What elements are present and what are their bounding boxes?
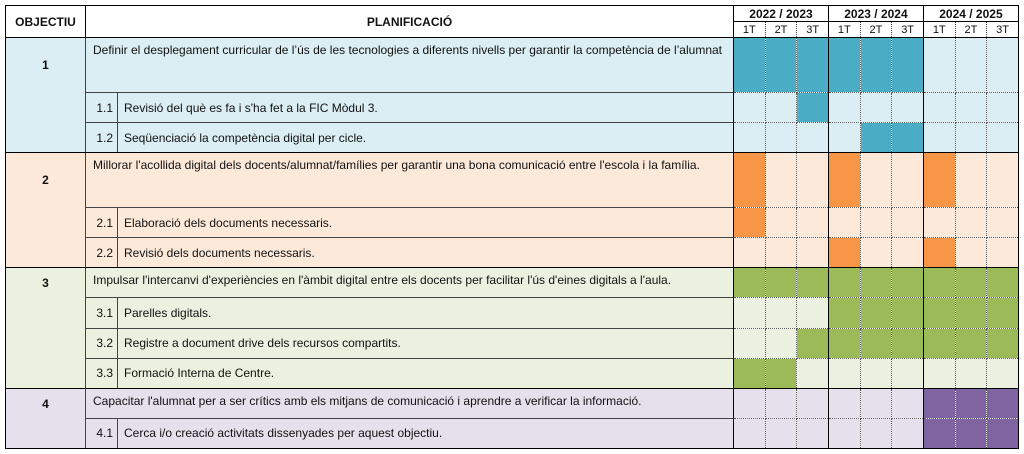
objective-spacer: [6, 123, 86, 153]
schedule-cell-filled: [923, 328, 955, 358]
schedule-cell-filled: [765, 268, 797, 298]
subitem-text: Seqüenciació la competència digital per cicle.: [118, 123, 734, 153]
subitem-text: Cerca i/o creació activitats dissenyades per aquest objectiu.: [118, 418, 734, 448]
schedule-cell-filled: [955, 268, 987, 298]
schedule-cell-filled: [923, 153, 955, 208]
schedule-cell-empty: [860, 238, 892, 268]
subitem-row: [6, 208, 1019, 238]
schedule-cell-empty: [765, 298, 797, 328]
objective-row: [6, 268, 1019, 298]
quarter-header: 1T: [828, 22, 860, 38]
schedule-cell-empty: [734, 298, 766, 328]
objective-number: 3: [6, 268, 86, 298]
objective-number: 2: [6, 153, 86, 208]
schedule-cell-filled: [828, 238, 860, 268]
schedule-cell-empty: [860, 388, 892, 418]
schedule-cell-empty: [734, 123, 766, 153]
schedule-cell-empty: [765, 418, 797, 448]
schedule-cell-filled: [734, 38, 766, 93]
quarter-header: 1T: [923, 22, 955, 38]
schedule-cell-empty: [860, 358, 892, 388]
objective-spacer: [6, 93, 86, 123]
schedule-cell-empty: [765, 153, 797, 208]
objective-text: Capacitar l'alumnat per a ser crítics amb els mitjans de comunicació i aprendre a verificar la informació.: [86, 388, 734, 418]
schedule-cell-empty: [923, 123, 955, 153]
objective-row: [6, 153, 1019, 208]
schedule-cell-filled: [860, 38, 892, 93]
schedule-cell-filled: [892, 38, 924, 93]
schedule-cell-empty: [734, 328, 766, 358]
subitem-number: 4.1: [86, 418, 118, 448]
schedule-cell-empty: [923, 93, 955, 123]
schedule-cell-empty: [892, 208, 924, 238]
schedule-cell-empty: [892, 418, 924, 448]
schedule-cell-filled: [828, 268, 860, 298]
schedule-cell-empty: [860, 208, 892, 238]
subitem-number: 2.1: [86, 208, 118, 238]
schedule-cell-filled: [955, 388, 987, 418]
schedule-cell-empty: [828, 358, 860, 388]
schedule-cell-filled: [765, 38, 797, 93]
subitem-text: Revisió del què es fa i s'ha fet a la FIC Mòdul 3.: [118, 93, 734, 123]
schedule-cell-filled: [987, 328, 1019, 358]
schedule-cell-empty: [734, 238, 766, 268]
schedule-cell-filled: [765, 358, 797, 388]
schedule-cell-empty: [797, 418, 829, 448]
subitem-text: Revisió dels documents necessaris.: [118, 238, 734, 268]
schedule-cell-empty: [734, 93, 766, 123]
schedule-cell-filled: [860, 268, 892, 298]
schedule-cell-empty: [955, 93, 987, 123]
schedule-cell-filled: [828, 328, 860, 358]
schedule-cell-empty: [828, 208, 860, 238]
objective-spacer: [6, 418, 86, 448]
subitem-number: 2.2: [86, 238, 118, 268]
schedule-cell-empty: [892, 358, 924, 388]
schedule-cell-empty: [860, 418, 892, 448]
planning-table: [5, 5, 1019, 449]
schedule-cell-empty: [797, 358, 829, 388]
schedule-cell-filled: [797, 93, 829, 123]
schedule-cell-filled: [828, 153, 860, 208]
schedule-cell-empty: [892, 93, 924, 123]
subitem-row: [6, 238, 1019, 268]
objective-spacer: [6, 328, 86, 358]
schedule-cell-empty: [828, 93, 860, 123]
schedule-cell-filled: [860, 123, 892, 153]
subitem-row: [6, 123, 1019, 153]
objective-spacer: [6, 358, 86, 388]
subitem-row: [6, 298, 1019, 328]
schedule-cell-filled: [892, 123, 924, 153]
subitem-number: 3.1: [86, 298, 118, 328]
quarter-header: 3T: [797, 22, 829, 38]
schedule-cell-empty: [797, 298, 829, 328]
schedule-cell-empty: [892, 153, 924, 208]
schedule-cell-filled: [828, 298, 860, 328]
objective-text: Millorar l'acollida digital dels docents/alumnat/famílies per garantir una bona comunicació entre l'escola i la família.: [86, 153, 734, 208]
objective-spacer: [6, 208, 86, 238]
quarter-header: 2T: [765, 22, 797, 38]
schedule-cell-empty: [797, 153, 829, 208]
schedule-cell-empty: [765, 208, 797, 238]
schedule-cell-empty: [955, 238, 987, 268]
schedule-cell-filled: [923, 238, 955, 268]
subitem-number: 3.3: [86, 358, 118, 388]
schedule-cell-filled: [797, 268, 829, 298]
year-header: 2022 / 2023: [734, 6, 829, 22]
subitem-row: [6, 93, 1019, 123]
schedule-cell-empty: [860, 93, 892, 123]
schedule-cell-empty: [734, 388, 766, 418]
schedule-cell-filled: [797, 38, 829, 93]
schedule-cell-empty: [765, 328, 797, 358]
schedule-cell-empty: [828, 418, 860, 448]
subitem-text: Registre a document drive dels recursos compartits.: [118, 328, 734, 358]
schedule-cell-empty: [955, 358, 987, 388]
schedule-cell-empty: [955, 208, 987, 238]
schedule-cell-empty: [923, 358, 955, 388]
subitem-number: 3.2: [86, 328, 118, 358]
schedule-cell-filled: [734, 208, 766, 238]
schedule-cell-empty: [828, 123, 860, 153]
schedule-cell-filled: [987, 388, 1019, 418]
schedule-cell-filled: [955, 298, 987, 328]
schedule-cell-empty: [987, 208, 1019, 238]
schedule-cell-empty: [828, 388, 860, 418]
schedule-cell-filled: [923, 268, 955, 298]
schedule-cell-filled: [860, 328, 892, 358]
objective-number: 4: [6, 388, 86, 418]
objective-number: 1: [6, 38, 86, 93]
subitem-number: 1.2: [86, 123, 118, 153]
schedule-cell-filled: [955, 328, 987, 358]
schedule-cell-filled: [734, 358, 766, 388]
schedule-cell-filled: [987, 298, 1019, 328]
schedule-cell-filled: [955, 418, 987, 448]
subitem-number: 1.1: [86, 93, 118, 123]
planning-header: PLANIFICACIÓ: [86, 6, 734, 38]
year-header: 2024 / 2025: [923, 6, 1018, 22]
objective-row: [6, 388, 1019, 418]
schedule-cell-filled: [923, 418, 955, 448]
objective-text: Impulsar l'intercanvi d'experiències en l'àmbit digital entre els docents per facilitar l'ús d'eines digitals a l'aula.: [86, 268, 734, 298]
schedule-cell-empty: [765, 238, 797, 268]
schedule-cell-filled: [797, 328, 829, 358]
schedule-cell-empty: [797, 208, 829, 238]
schedule-cell-filled: [860, 298, 892, 328]
schedule-cell-filled: [987, 418, 1019, 448]
objective-spacer: [6, 238, 86, 268]
schedule-cell-filled: [923, 388, 955, 418]
schedule-cell-filled: [734, 153, 766, 208]
schedule-cell-empty: [987, 38, 1019, 93]
year-header: 2023 / 2024: [828, 6, 923, 22]
schedule-cell-empty: [923, 208, 955, 238]
schedule-cell-empty: [892, 388, 924, 418]
subitem-row: [6, 328, 1019, 358]
schedule-cell-empty: [765, 93, 797, 123]
schedule-cell-empty: [923, 38, 955, 93]
subitem-row: [6, 418, 1019, 448]
schedule-cell-empty: [987, 123, 1019, 153]
objective-header: OBJECTIU: [6, 6, 86, 38]
schedule-cell-empty: [860, 153, 892, 208]
quarter-header: 3T: [892, 22, 924, 38]
schedule-cell-empty: [987, 93, 1019, 123]
quarter-header: 1T: [734, 22, 766, 38]
schedule-cell-filled: [892, 328, 924, 358]
subitem-text: Elaboració dels documents necessaris.: [118, 208, 734, 238]
schedule-cell-empty: [797, 238, 829, 268]
schedule-cell-empty: [987, 153, 1019, 208]
objective-row: [6, 38, 1019, 93]
subitem-row: [6, 358, 1019, 388]
schedule-cell-filled: [892, 298, 924, 328]
schedule-cell-filled: [987, 268, 1019, 298]
schedule-cell-filled: [923, 298, 955, 328]
schedule-cell-filled: [828, 38, 860, 93]
quarter-header: 2T: [955, 22, 987, 38]
schedule-cell-filled: [734, 268, 766, 298]
schedule-cell-empty: [987, 238, 1019, 268]
subitem-text: Formació Interna de Centre.: [118, 358, 734, 388]
quarter-header: 3T: [987, 22, 1019, 38]
schedule-cell-empty: [765, 388, 797, 418]
schedule-cell-empty: [955, 153, 987, 208]
subitem-text: Parelles digitals.: [118, 298, 734, 328]
schedule-cell-empty: [734, 418, 766, 448]
schedule-cell-empty: [797, 123, 829, 153]
schedule-cell-filled: [892, 268, 924, 298]
schedule-cell-empty: [765, 123, 797, 153]
quarter-header: 2T: [860, 22, 892, 38]
schedule-cell-empty: [987, 358, 1019, 388]
schedule-cell-empty: [892, 238, 924, 268]
schedule-cell-empty: [955, 38, 987, 93]
schedule-cell-empty: [797, 388, 829, 418]
objective-spacer: [6, 298, 86, 328]
objective-text: Definir el desplegament curricular de l’ús de les tecnologies a diferents nivells per garantir la competència de l’alumnat: [86, 38, 734, 93]
schedule-cell-empty: [955, 123, 987, 153]
